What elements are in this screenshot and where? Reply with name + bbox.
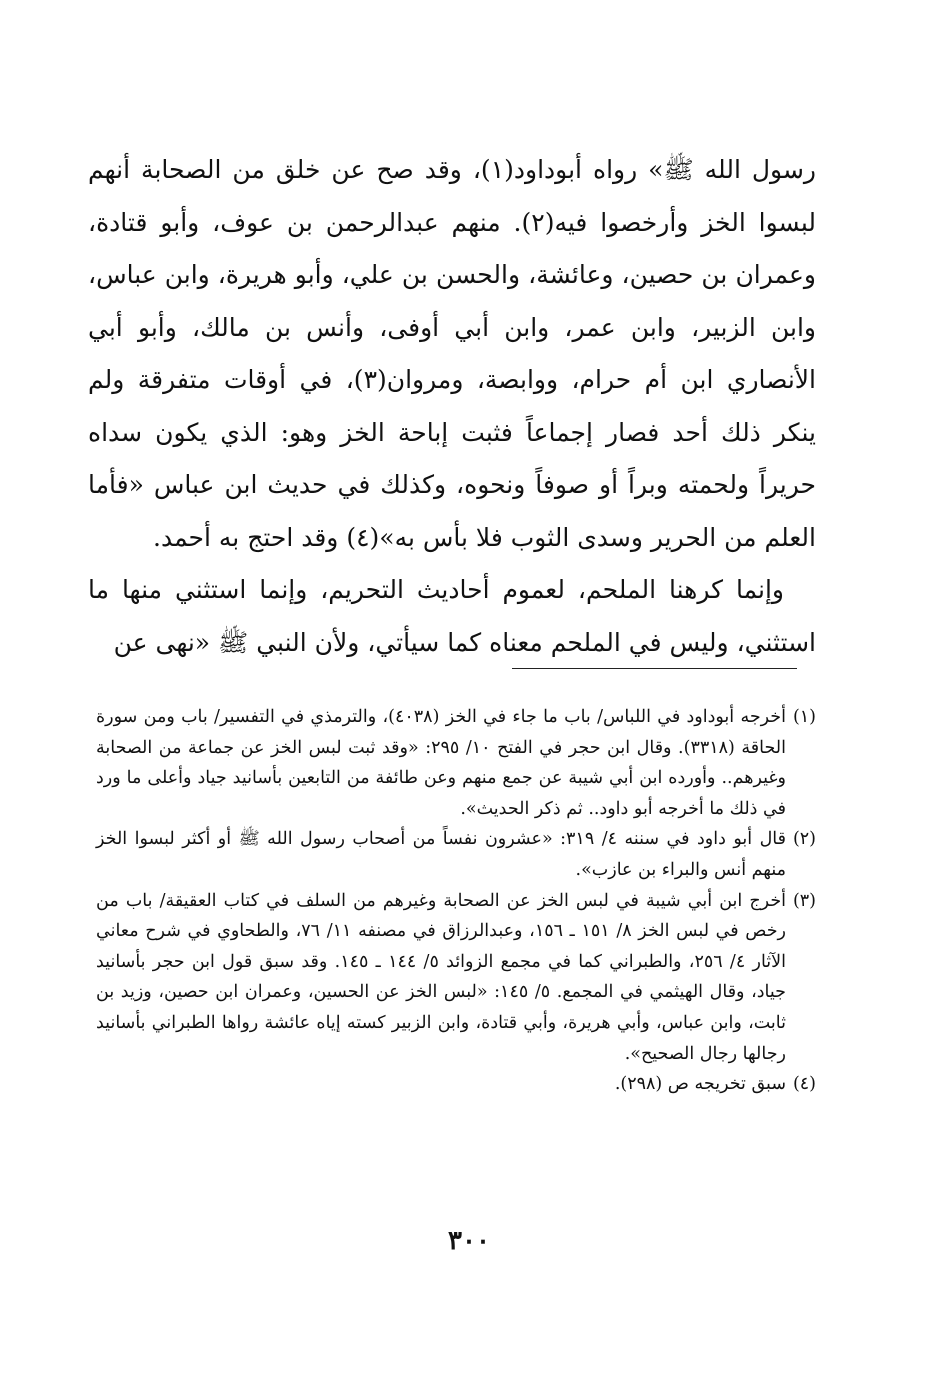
- footnote-number: (٣): [792, 890, 816, 911]
- footnote-4: [96, 1069, 816, 1100]
- footnote-text: أخرج ابن أبي شيبة في لبس الخز عن الصحابة وغيرهم من السلف في كتاب العقيقة/ باب من رخص في لبس الخز ٨/ ١٥١ ـ ١٥٦، وعبدالرزاق في مصنفه ١١/ ٧٦، والطحاوي في شرح معاني الآثار ٤/ ٢٥٦، والطبراني كما في مجمع الزوائد ٥/ ١٤٤ ـ ١٤٥. وقد سبق قول ابن حجر بأسانيد جياد، وقال الهيثمي في المجمع. ٥/ ١٤٥: «لبس الخز عن الحسين، وعمران ابن حصين، وزيد بن ثابت، وابن عباس، وأبي هريرة، وأبي قتادة، وابن الزبير كسته إياه عائشة رواها الطبراني بأسانيد رجالها رجال الصحيح».: [96, 890, 786, 1064]
- footnotes: [96, 702, 816, 1100]
- footnote-number: (٢): [792, 829, 816, 850]
- main-text: [88, 144, 816, 669]
- footnote-3: [96, 886, 816, 1070]
- page-number: ٣٠٠: [448, 1226, 490, 1256]
- footnote-text: سبق تخريجه ص (٢٩٨).: [614, 1074, 786, 1095]
- footnote-number: (١): [792, 707, 816, 727]
- footnote-1: [96, 702, 816, 824]
- footnote-2: [96, 824, 816, 885]
- footnote-separator: [512, 668, 797, 669]
- main-paragraph-2: وإنما كرهنا الملحم، لعموم أحاديث التحريم، وإنما استثني منها ما استثني، وليس في الملحم معناه كما سيأتي، ولأن النبي ﷺ «نهى عن: [88, 575, 816, 657]
- footnote-text: أخرجه أبوداود في اللباس/ باب ما جاء في الخز (٤٠٣٨)، والترمذي في التفسير/ باب ومن سورة الحاقة (٣٣١٨). وقال ابن حجر في الفتح ١٠/ ٢٩٥: «وقد ثبت لبس الخز عن جماعة من الصحابة وغيرهم.. وأورده ابن أبي شيبة عن جمع منهم وعن طائفة من التابعين بأسانيد جياد وأعلى ما ورد في ذلك ما أخرجه أبو داود.. ثم ذكر الحديث».: [96, 707, 786, 819]
- footnote-number: (٤): [792, 1074, 816, 1095]
- footnote-text: قال أبو داود في سننه ٤/ ٣١٩: «عشرون نفساً من أصحاب رسول الله ﷺ أو أكثر لبسوا الخز منهم أنس والبراء بن عازب».: [96, 829, 786, 880]
- main-paragraph-1: رسول الله ﷺ» رواه أبوداود(١)، وقد صح عن خلق من الصحابة أنهم لبسوا الخز وأرخصوا فيه(٢). منهم عبدالرحمن بن عوف، وأبو قتادة، وعمران بن حصين، وعائشة، والحسن بن علي، وأبو هريرة، وابن عباس، وابن الزبير، وابن عمر، وابن أبي أوفى، وأنس بن مالك، وأبو أبي الأنصاري ابن أم حرام، ووابصة، ومروان(٣)، في أوقات متفرقة ولم ينكر ذلك أحد فصار إجماعاً فثبت إباحة الخز وهو: الذي يكون سداه حريراً ولحمته وبراً أو صوفاً ونحوه، وكذلك في حديث ابن عباس «فأما العلم من الحرير وسدى الثوب فلا بأس به»(٤) وقد احتج به أحمد.: [88, 155, 816, 552]
